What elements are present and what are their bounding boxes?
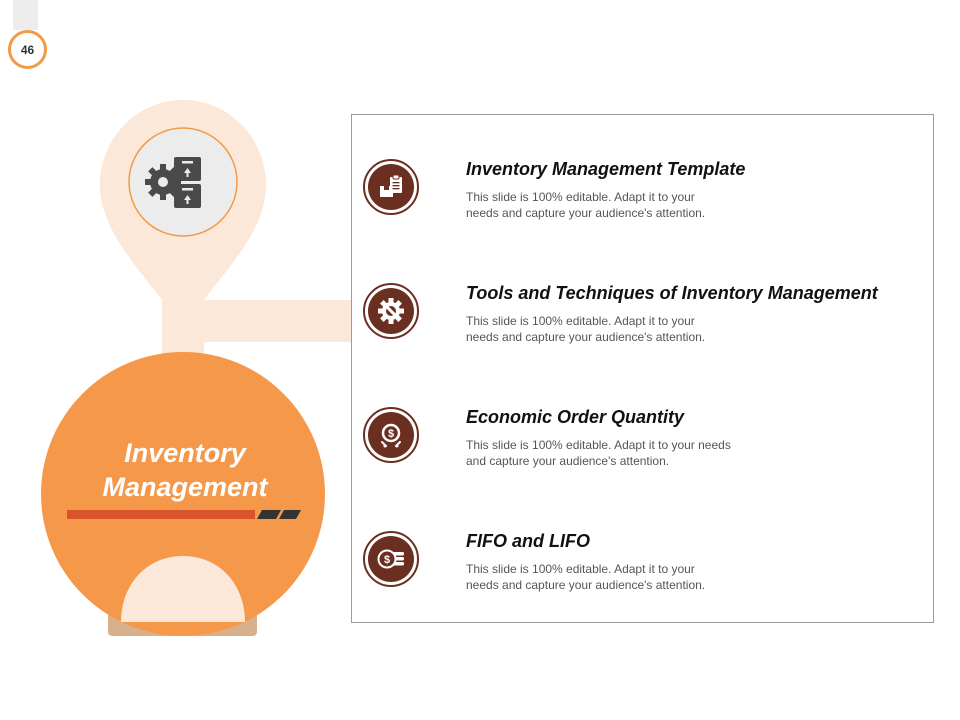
item-desc-line2: needs and capture your audience's attention. bbox=[466, 206, 706, 220]
item-icon-circle bbox=[363, 531, 419, 587]
item-icon-circle bbox=[363, 407, 419, 463]
list-item-eoq bbox=[352, 407, 933, 487]
hero-title-line2: Management bbox=[102, 472, 268, 502]
dollar-coins-icon bbox=[376, 544, 406, 574]
item-title: Tools and Techniques of Inventory Management bbox=[466, 283, 878, 303]
item-title: Economic Order Quantity bbox=[466, 407, 685, 427]
item-desc-line2: and capture your audience's attention. bbox=[466, 454, 670, 468]
item-desc-line1: This slide is 100% editable. Adapt it to your bbox=[466, 314, 695, 328]
clipboard-box-icon bbox=[376, 172, 406, 202]
page-number: 46 bbox=[20, 42, 35, 57]
hero-title-line1: Inventory bbox=[124, 438, 246, 468]
dollar-badge-icon bbox=[376, 420, 406, 450]
item-desc-line1: This slide is 100% editable. Adapt it to your bbox=[466, 190, 695, 204]
list-item-inventory-template bbox=[352, 159, 933, 239]
svg-text:$: $ bbox=[387, 428, 395, 440]
hero-title bbox=[60, 436, 310, 504]
list-item-tools-techniques bbox=[352, 283, 933, 363]
hero-underline bbox=[67, 510, 255, 519]
gear-wrench-icon bbox=[376, 296, 406, 326]
item-title: FIFO and LIFO bbox=[466, 531, 590, 551]
item-desc-line2: needs and capture your audience's attention. bbox=[466, 330, 706, 344]
item-icon-circle bbox=[363, 283, 419, 339]
item-description bbox=[466, 313, 766, 345]
item-description bbox=[466, 561, 766, 593]
connector-bar bbox=[180, 300, 352, 342]
item-desc-line1: This slide is 100% editable. Adapt it to your needs bbox=[466, 438, 731, 452]
svg-text:$: $ bbox=[383, 554, 391, 566]
list-item-fifo-lifo bbox=[352, 531, 933, 611]
item-desc-line1: This slide is 100% editable. Adapt it to your bbox=[466, 562, 695, 576]
item-icon-circle bbox=[363, 159, 419, 215]
content-panel bbox=[351, 114, 934, 623]
item-description bbox=[466, 437, 766, 469]
item-title: Inventory Management Template bbox=[466, 159, 746, 179]
item-description bbox=[466, 189, 766, 221]
item-desc-line2: needs and capture your audience's attention. bbox=[466, 578, 706, 592]
